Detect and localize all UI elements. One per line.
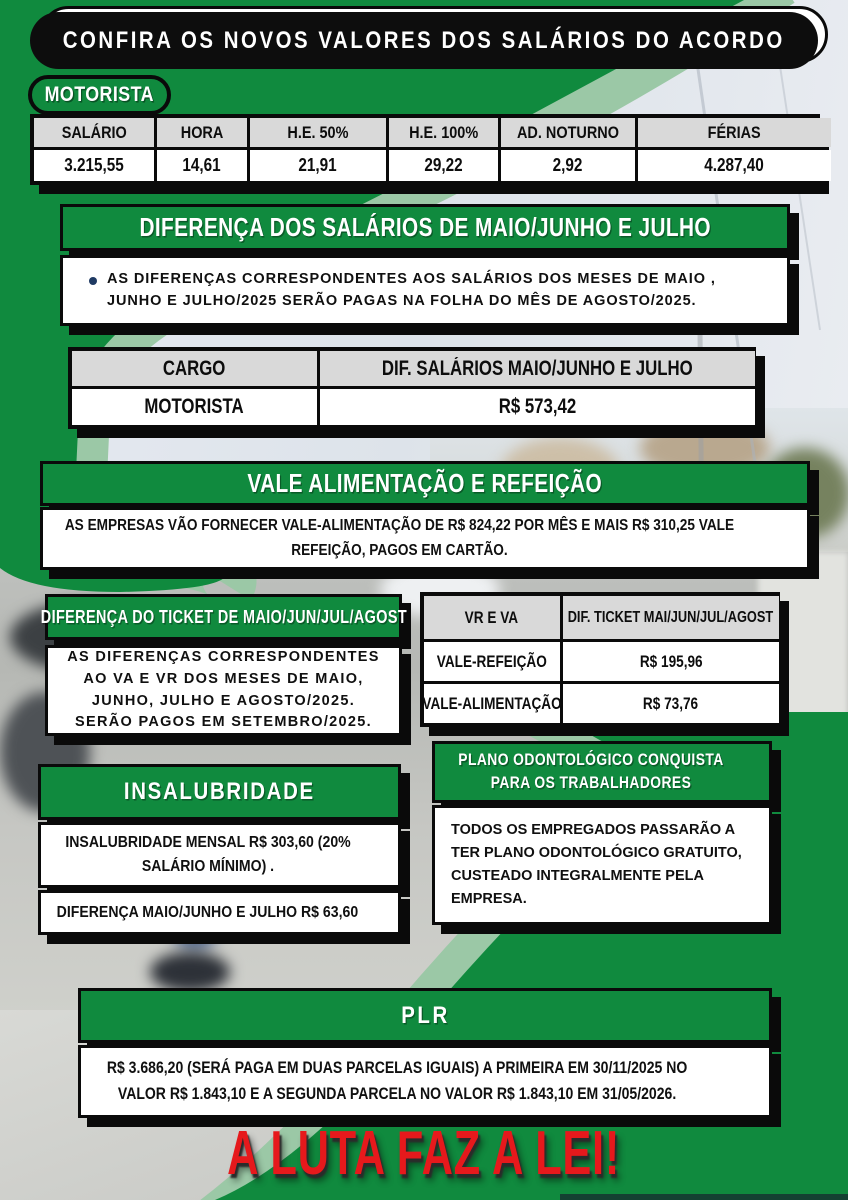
salary-table-value: 2,92 bbox=[501, 150, 635, 181]
salary-diff-text: AS DIFERENÇAS CORRESPONDENTES AOS SALÁRIOS DOS MESES DE MAIO , JUNHO E JULHO/2025 SERÃO PAGAS NA FOLHA DO MÊS DE AGOSTO/2025. bbox=[107, 270, 716, 309]
salary-table-header: FÉRIAS bbox=[638, 118, 831, 147]
ticket-diff-banner bbox=[40, 594, 407, 640]
ticket-table bbox=[420, 592, 780, 727]
salary-table-value: 21,91 bbox=[250, 150, 387, 181]
salary-table bbox=[30, 114, 820, 185]
ticket-table-cell: R$ 73,76 bbox=[563, 684, 779, 723]
cargo-table-header: CARGO bbox=[72, 351, 317, 386]
bullet-icon bbox=[89, 277, 97, 285]
insalubridade-box2 bbox=[38, 890, 401, 935]
salary-diff-banner-text: DIFERENÇA DOS SALÁRIOS DE MAIO/JUNHO E JULHO bbox=[139, 212, 711, 242]
ticket-table-header: VR E VA bbox=[424, 596, 560, 639]
ticket-diff-box bbox=[45, 645, 402, 736]
header-banner-pill bbox=[30, 12, 818, 69]
salary-table-header: H.E. 100% bbox=[389, 118, 498, 147]
salary-table-header: H.E. 50% bbox=[250, 118, 387, 147]
insalubridade-banner-text: INSALUBRIDADE bbox=[124, 778, 315, 805]
ticket-table-cell: R$ 195,96 bbox=[563, 642, 779, 681]
vale-banner-text: VALE ALIMENTAÇÃO E REFEIÇÃO bbox=[247, 468, 603, 498]
plr-box bbox=[78, 1045, 772, 1118]
insalubridade-banner bbox=[38, 764, 401, 820]
plr-text: R$ 3.686,20 (SERÁ PAGA EM DUAS PARCELAS IGUAIS) A PRIMEIRA EM 30/11/2025 NO VALOR R$ 1.843,10 E A SEGUNDA PARCELA NO VALOR R$ 1.843,10 EM 31/05/2026. bbox=[106, 1058, 688, 1103]
salary-table-header: HORA bbox=[157, 118, 246, 147]
salary-table-value: 3.215,55 bbox=[34, 150, 154, 181]
cargo-table-cell: R$ 573,42 bbox=[320, 389, 755, 425]
cargo-table-cell: MOTORISTA bbox=[72, 389, 317, 425]
salary-table-header: AD. NOTURNO bbox=[501, 118, 635, 147]
ticket-table-header: DIF. TICKET MAI/JUN/JUL/AGOST bbox=[563, 596, 779, 639]
ticket-diff-text: AS DIFERENÇAS CORRESPONDENTES AO VA E VR DOS MESES DE MAIO, JUNHO, JULHO E AGOSTO/2025. SERÃO PAGOS EM SETEMBRO/2025. bbox=[67, 649, 380, 731]
ticket-table-cell: VALE-REFEIÇÃO bbox=[424, 642, 560, 681]
cargo-table bbox=[68, 347, 756, 429]
plano-banner-text: PLANO ODONTOLÓGICO CONQUISTA PARA OS TRABALHADORES bbox=[458, 750, 724, 792]
plr-banner bbox=[78, 988, 772, 1043]
insalubridade-box1-text: INSALUBRIDADE MENSAL R$ 303,60 (20% SALÁRIO MÍNIMO) . bbox=[65, 834, 351, 875]
insalubridade-box2-text: DIFERENÇA MAIO/JUNHO E JULHO R$ 63,60 bbox=[56, 903, 359, 921]
salary-table-value: 14,61 bbox=[157, 150, 246, 181]
salary-table-value: 4.287,40 bbox=[638, 150, 831, 181]
role-badge bbox=[28, 75, 171, 115]
salary-table-header: SALÁRIO bbox=[34, 118, 154, 147]
plano-box bbox=[432, 805, 772, 925]
plr-banner-text: PLR bbox=[400, 1001, 450, 1029]
plano-banner bbox=[432, 741, 772, 803]
vale-box bbox=[40, 507, 810, 570]
ticket-diff-banner-text: DIFERENÇA DO TICKET DE MAIO/JUN/JUL/AGOST bbox=[40, 606, 407, 627]
page-title: CONFIRA OS NOVOS VALORES DOS SALÁRIOS DO ACORDO bbox=[62, 26, 786, 54]
header-banner bbox=[30, 12, 818, 69]
footer-slogan bbox=[0, 1118, 848, 1189]
footer-slogan-text: A LUTA FAZ A LEI! bbox=[227, 1119, 621, 1188]
vale-banner bbox=[40, 461, 810, 506]
ticket-table-cell: VALE-ALIMENTAÇÃO bbox=[424, 684, 560, 723]
role-badge-label: MOTORISTA bbox=[44, 83, 155, 106]
cargo-table-header: DIF. SALÁRIOS MAIO/JUNHO E JULHO bbox=[320, 351, 755, 386]
vale-text: AS EMPRESAS VÃO FORNECER VALE-ALIMENTAÇÃO DE R$ 824,22 POR MÊS E MAIS R$ 310,25 VALE REFEIÇÃO, PAGOS EM CARTÃO. bbox=[64, 517, 735, 559]
salary-diff-banner bbox=[60, 204, 790, 251]
insalubridade-box1 bbox=[38, 822, 401, 888]
salary-diff-box bbox=[60, 255, 790, 326]
salary-table-value: 29,22 bbox=[389, 150, 498, 181]
plano-text: TODOS OS EMPREGADOS PASSARÃO A TER PLANO ODONTOLÓGICO GRATUITO, CUSTEADO INTEGRALMENTE PELA EMPRESA. bbox=[451, 821, 742, 908]
